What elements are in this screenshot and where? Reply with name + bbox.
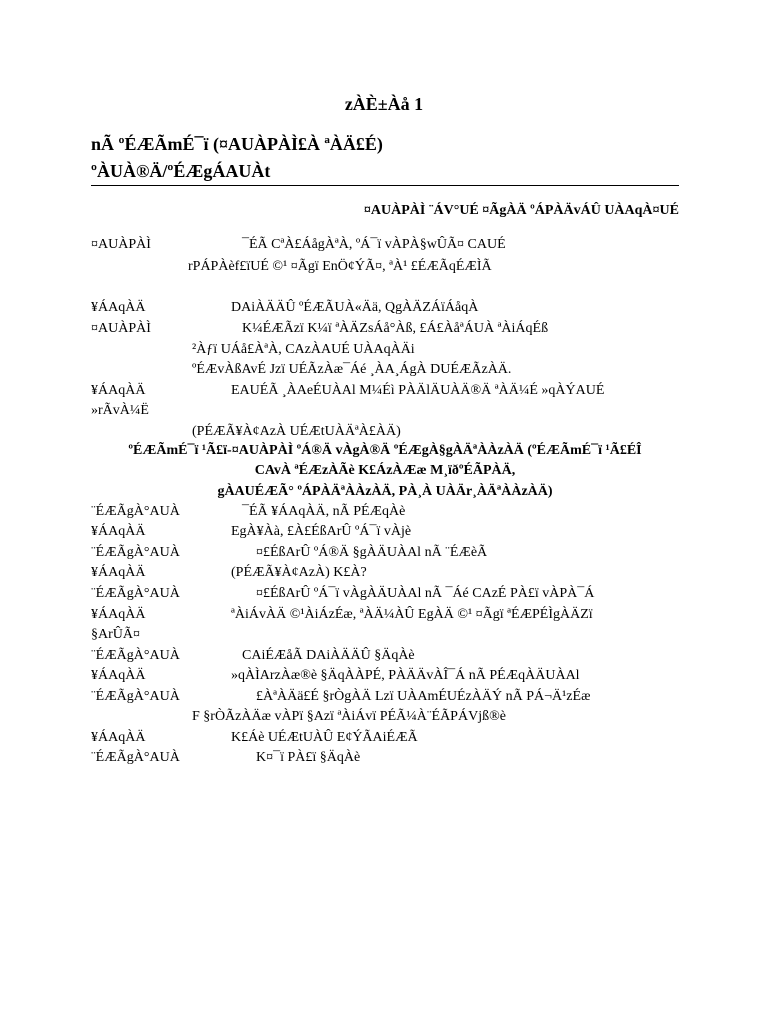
dialogue-text: ¯ÉÃ CªÀ£ÁågÀªÀ, ºÁ¯ï vÀPÀ§wÛÃ¤ CAUÉ xyxy=(242,237,506,252)
speaker-label: ¥ÁAqÀÄ xyxy=(91,300,146,315)
page-title: zÀÈ±Àå 1 xyxy=(344,94,424,114)
speaker-label: ¨ÉÆÃgÀ°AUÀ xyxy=(91,689,180,704)
dialogue-text: (PÉÆÃ¥À¢AzÀ) K£À? xyxy=(231,565,367,580)
dialogue-text: K¼ÉÆÃzï K¼ï ªÀÄZsÁå°Àß, £Á£ÀåªÁUÀ ªÀiÁqÉß xyxy=(242,321,549,336)
speaker-label: ¥ÁAqÀÄ xyxy=(91,383,146,398)
dialogue-text: F §rÒÃzÀÄæ vÀPï §Azï ªÀiÁvï PÉÃ¼À¨ÉÃPÁVjß®è xyxy=(192,709,506,724)
speaker-label: ¨ÉÆÃgÀ°AUÀ xyxy=(91,504,180,519)
heading-divider xyxy=(91,185,679,186)
speaker-label: »rÃvÀ¼Ë xyxy=(91,403,149,418)
dialogue-text: EgÀ¥Àà, £À£ÉßArÛ ºÁ¯ï vÀjè xyxy=(231,524,412,539)
speaker-label: ¥ÁAqÀÄ xyxy=(91,730,146,745)
dialogue-text: ¤£ÉßArÛ ºÁ®Ä §gÀÄUÀAl nÃ ¨ÉÆèÃ xyxy=(256,545,488,560)
dialogue-text: ²Àƒï UÁå£ÀªÀ, CAzÀAUÉ UÀAqÀÄi xyxy=(192,342,415,357)
dialogue-text: ºÉÆvÀßAvÉ Jzï UÉÃzÀæ¯Áé ¸ÀA¸ÁgÀ DUÉÆÃzÀÄ. xyxy=(192,362,512,377)
dialogue-text: EAUÉÃ ¸ÀAeÉUÀAl M¼Éì PÀÄlÄUÀÄ®Ä ªÀÄ¼É »qÀÝAUÉ xyxy=(231,383,605,398)
speaker-label: ¥ÁAqÀÄ xyxy=(91,607,146,622)
scene-subheading: ºÀUÀ®Ä/ºÉÆgÁAUÀt xyxy=(91,161,271,181)
dialogue-text: ¯ÉÃ ¥ÁAqÀÄ, nÃ PÉÆqÀè xyxy=(242,504,406,519)
dialogue-text: K¤¯ï PÀ£ï §ÄqÀè xyxy=(256,750,361,765)
scene-heading: nÃ ºÉÆÃmÉ¯ï (¤AUÀPÀÌ£À ªÀÄ£É) xyxy=(91,134,383,154)
speaker-label: ¨ÉÆÃgÀ°AUÀ xyxy=(91,648,180,663)
speaker-label: ¨ÉÆÃgÀ°AUÀ xyxy=(91,545,180,560)
dialogue-text: DAiÀÄÄÛ ºÉÆÃUÀ«Ää, QgÀÄZÁïÁåqÀ xyxy=(231,300,479,315)
dialogue-text: £ÀªÀÄä£É §rÒgÀÄ Lzï UÀAmÉUÉzÀÄÝ nÃ PÁ¬Ä¹zÉæ xyxy=(256,689,591,704)
speaker-label: ¥ÁAqÀÄ xyxy=(91,565,146,580)
speaker-label: ¥ÁAqÀÄ xyxy=(91,524,146,539)
stage-direction-line: gÀAUÉÆÃ° ºÁPÀÄªÀÀzÀÄ, PÀ¸À UÀÄr¸ÀÄªÀÀzÀÄ) xyxy=(217,484,553,499)
dialogue-text: rPÁPÀèf£ïUÉ ©¹ ¤Ãgï EnÖ¢ÝÃ¤, ªÀ¹ £ÉÆÃqÉÆÌÃ xyxy=(188,259,492,274)
dialogue-text: ªÀiÁvÀÄ ©¹ÀiÁzÉæ, ªÀÄ¼ÀÛ EgÀÄ ©¹ ¤Ãgï ªÉÆPÉÌgÀÄZï xyxy=(231,607,593,622)
speaker-label: ¥ÁAqÀÄ xyxy=(91,668,146,683)
dialogue-text: »qÀÌArzÀæ®è §ÄqÀÀPÉ, PÀÄÄvÀÎ¯Á nÃ PÉÆqÀÄUÀAl xyxy=(231,668,580,683)
speaker-label: ¨ÉÆÃgÀ°AUÀ xyxy=(91,586,180,601)
speaker-label: §ArÛÃ¤ xyxy=(91,627,140,642)
dialogue-text: K£Áè UÉÆtUÀÛ E¢ÝÃAiÉÆÃ xyxy=(231,730,418,745)
dialogue-text: CAiÉÆåÃ DAiÀÄÄÛ §ÄqÀè xyxy=(242,648,415,663)
scene-header: ¤AUÀPÀÌ ¨ÁV°UÉ ¤ÃgÀÄ ºÁPÀÄvÁÛ UÀAqÀ¤UÉ xyxy=(363,203,679,218)
stage-direction-line: ºÉÆÃmÉ¯ï ¹Ã£ï-¤AUÀPÀÌ ºÁ®Ä vÀgÀ®Ä ºÉÆgÀ§gÀÄªÀÀzÀÄ (ºÉÆÃmÉ¯ï ¹Ã£ÉÎ xyxy=(128,443,642,458)
speaker-label: ¨ÉÆÃgÀ°AUÀ xyxy=(91,750,180,765)
speaker-label: ¤AUÀPÀÌ xyxy=(91,237,151,252)
stage-direction-line: CAvÀ ªÉÆzÀÃè K£ÁzÀÆæ M¸ïðºÉÃPÀÄ, xyxy=(254,463,516,478)
dialogue-text: ¤£ÉßArÛ ºÁ¯ï vÀgÀÄUÀAl nÃ ¯Áé CAzÉ PÀ£ï vÀPÀ¯Á xyxy=(256,586,595,601)
stage-note: (PÉÆÃ¥À¢AzÀ UÉÆtUÀÄªÀ£ÀÄ) xyxy=(192,424,401,439)
speaker-label: ¤AUÀPÀÌ xyxy=(91,321,151,336)
